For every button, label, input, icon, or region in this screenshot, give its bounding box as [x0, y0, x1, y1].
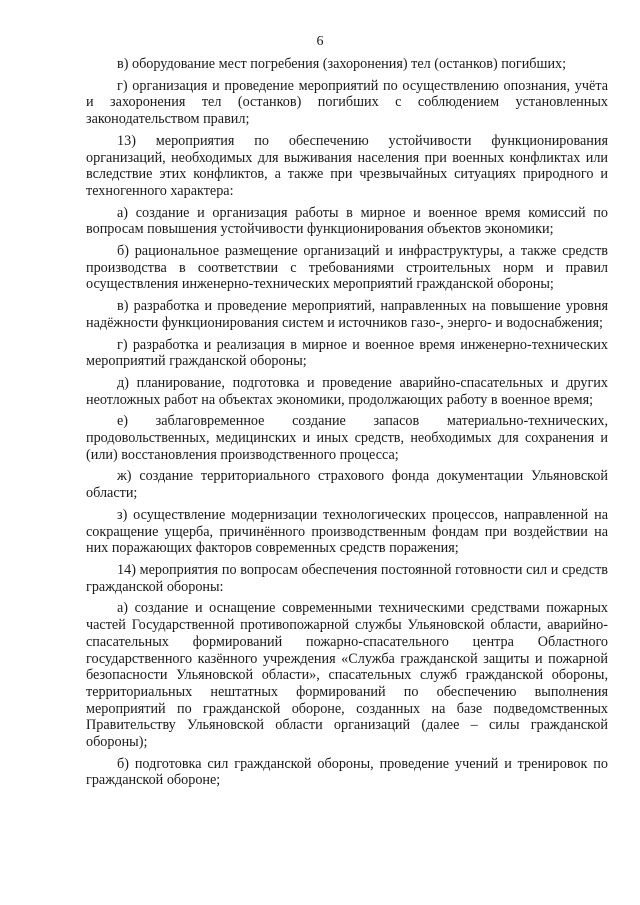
- paragraph: 14) мероприятия по вопросам обеспечения постоянной готовности сил и средств гражданской обороны:: [86, 561, 608, 595]
- paragraph: б) рациональное размещение организаций и инфраструктуры, а также средств производства в соответствии с требованиями строительных норм и правил осуществления инженерно-технических мероприятий гражданской обороны;: [86, 243, 608, 293]
- document-body: [86, 56, 608, 789]
- paragraph: з) осуществление модернизации технологических процессов, направленной на сокращение ущерба, причинённого производственным фондам при воздействии на них поражающих факторов современных средств поражения;: [86, 506, 608, 557]
- paragraph: а) создание и оснащение современными техническими средствами пожарных частей Государственной противопожарной службы Ульяновской области, аварийно-спасательных формирований пожарно-спасательного центра Областного государственного казённого учреждения «Служба гражданской защиты и пожарной безопасности Ульяновской области», спасательных служб гражданской обороны, территориальных нештатных формирований по обеспечению выполнения мероприятий по гражданской обороне, созданных на базе подведомственных Правительству Ульяновской области организаций (далее – силы гражданской обороны);: [86, 600, 608, 751]
- paragraph: б) подготовка сил гражданской обороны, проведение учений и тренировок по гражданской обороне;: [86, 755, 608, 789]
- paragraph: в) разработка и проведение мероприятий, направленных на повышение уровня надёжности функционирования систем и источников газо-, энерго- и водоснабжения;: [86, 298, 608, 331]
- page-number: 6: [316, 34, 324, 49]
- paragraph: е) заблаговременное создание запасов материально-технических, продовольственных, медицинских и иных средств, необходимых для сохранения и (или) восстановления производственного процесса;: [86, 413, 608, 463]
- paragraph: 13) мероприятия по обеспечению устойчивости функционирования организаций, необходимых для выживания населения при военных конфликтах или вследствие этих конфликтов, а также при чрезвычайных ситуациях природного и техногенного характера:: [86, 132, 608, 199]
- paragraph: ж) создание территориального страхового фонда документации Ульяновской области;: [86, 468, 608, 502]
- paragraph: д) планирование, подготовка и проведение аварийно-спасательных и других неотложных работ на объектах экономики, продолжающих работу в военное время;: [86, 374, 608, 408]
- paragraph: в) оборудование мест погребения (захоронения) тел (останков) погибших;: [117, 56, 567, 72]
- paragraph: г) разработка и реализация в мирное и военное время инженерно-технических мероприятий гражданской обороны;: [86, 336, 608, 370]
- paragraph: г) организация и проведение мероприятий по осуществлению опознания, учёта и захоронения тел (останков) погибших с соблюдением установленных законодательством правил;: [86, 77, 608, 128]
- paragraph: а) создание и организация работы в мирное и военное время комиссий по вопросам повышения устойчивости функционирования объектов экономики;: [86, 204, 608, 238]
